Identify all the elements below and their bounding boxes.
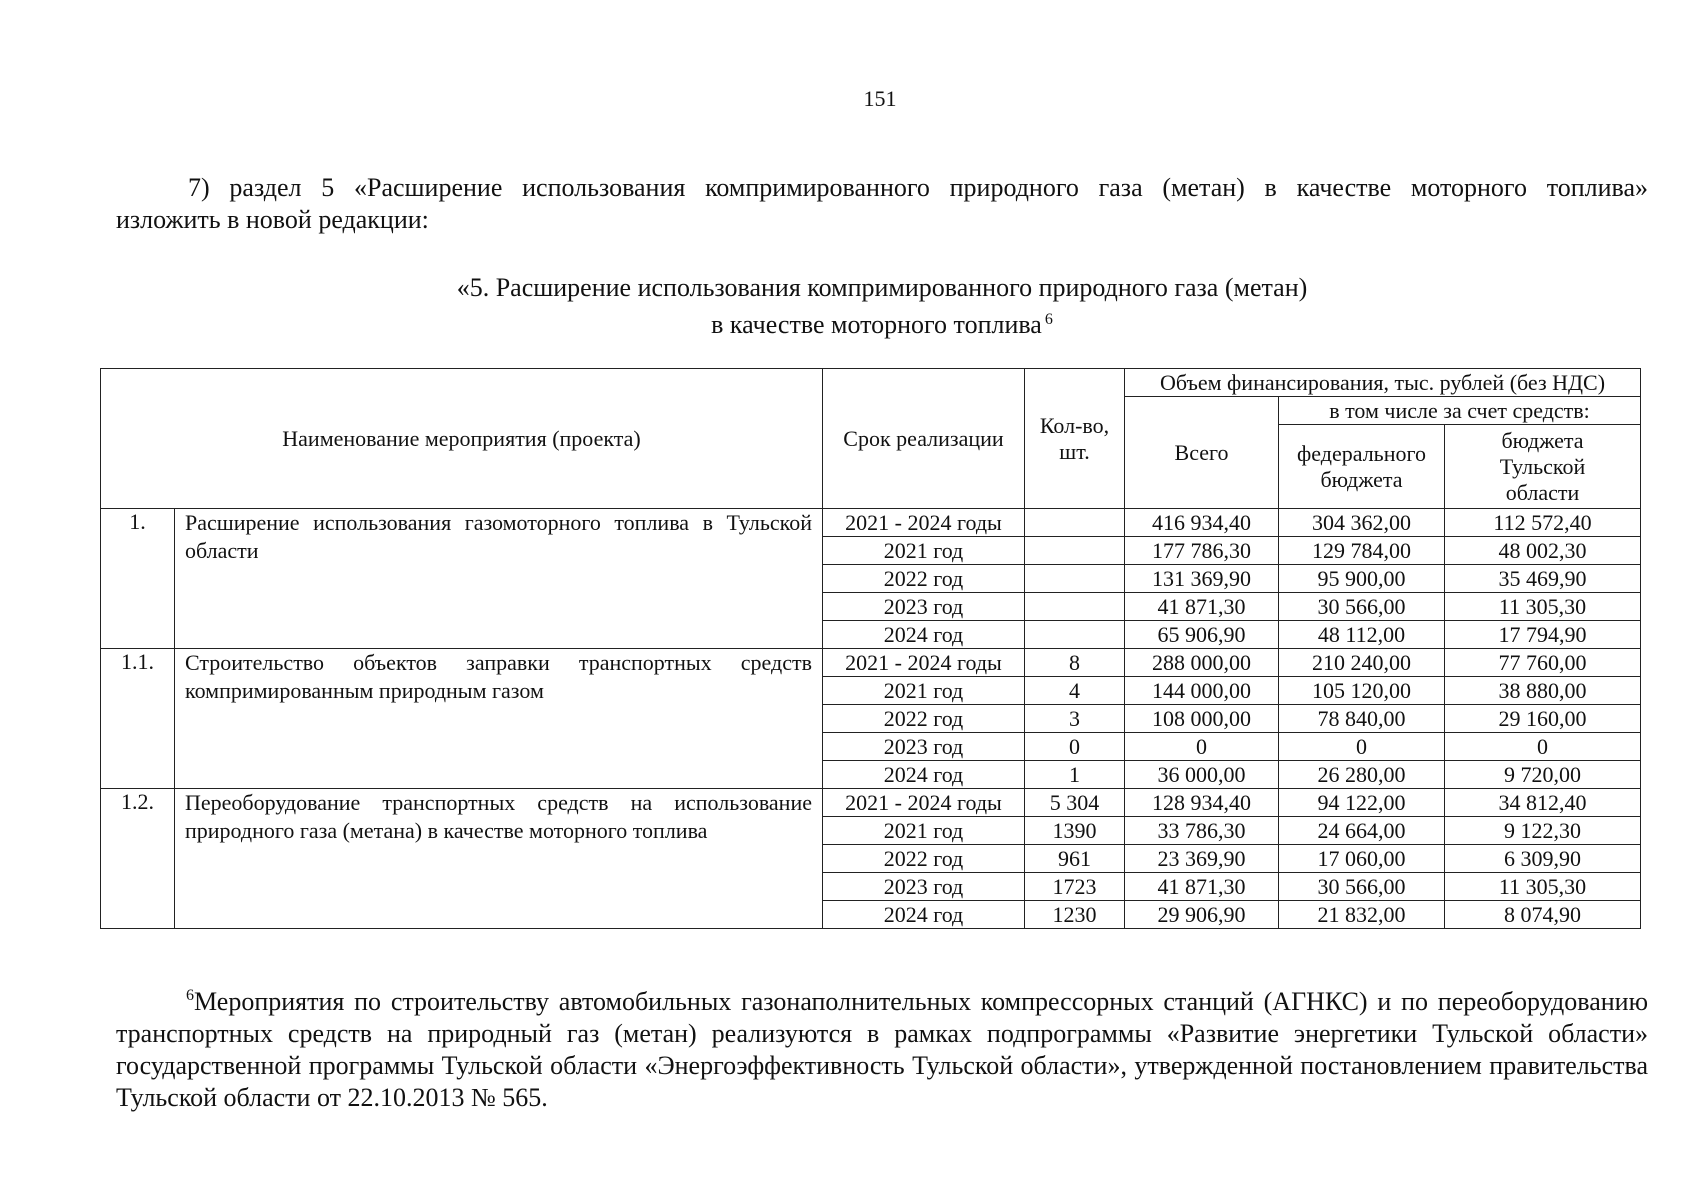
cell-regional: 48 002,30 xyxy=(1445,537,1641,565)
cell-federal: 48 112,00 xyxy=(1279,621,1445,649)
cell-total: 144 000,00 xyxy=(1125,677,1279,705)
cell-regional: 77 760,00 xyxy=(1445,649,1641,677)
cell-qty: 1390 xyxy=(1025,817,1125,845)
cell-qty: 1 xyxy=(1025,761,1125,789)
cell-regional: 9 122,30 xyxy=(1445,817,1641,845)
cell-period: 2021 - 2024 годы xyxy=(823,649,1025,677)
cell-federal: 17 060,00 xyxy=(1279,845,1445,873)
intro-paragraph xyxy=(116,172,1648,236)
header-federal: федерального бюджета xyxy=(1279,425,1445,509)
table-row xyxy=(101,649,1641,677)
footnote-reference: 6 xyxy=(1044,311,1053,328)
cell-period: 2023 год xyxy=(823,593,1025,621)
cell-federal: 26 280,00 xyxy=(1279,761,1445,789)
cell-period: 2023 год xyxy=(823,733,1025,761)
table-row xyxy=(101,789,1641,817)
cell-period: 2024 год xyxy=(823,761,1025,789)
cell-total: 108 000,00 xyxy=(1125,705,1279,733)
footnote-mark: 6 xyxy=(186,987,194,1004)
cell-regional: 11 305,30 xyxy=(1445,873,1641,901)
cell-regional: 112 572,40 xyxy=(1445,509,1641,537)
cell-total: 41 871,30 xyxy=(1125,873,1279,901)
cell-period: 2021 год xyxy=(823,817,1025,845)
cell-period: 2022 год xyxy=(823,565,1025,593)
table-body xyxy=(101,509,1641,929)
cell-total: 416 934,40 xyxy=(1125,509,1279,537)
cell-total: 177 786,30 xyxy=(1125,537,1279,565)
table-row xyxy=(101,509,1641,537)
cell-regional: 38 880,00 xyxy=(1445,677,1641,705)
cell-period: 2023 год xyxy=(823,873,1025,901)
cell-regional: 9 720,00 xyxy=(1445,761,1641,789)
cell-regional: 29 160,00 xyxy=(1445,705,1641,733)
cell-qty: 0 xyxy=(1025,733,1125,761)
cell-qty: 1230 xyxy=(1025,901,1125,929)
cell-period: 2021 - 2024 годы xyxy=(823,509,1025,537)
cell-qty xyxy=(1025,565,1125,593)
cell-regional: 0 xyxy=(1445,733,1641,761)
cell-period: 2022 год xyxy=(823,845,1025,873)
cell-federal: 94 122,00 xyxy=(1279,789,1445,817)
cell-total: 29 906,90 xyxy=(1125,901,1279,929)
cell-qty: 1723 xyxy=(1025,873,1125,901)
cell-regional: 17 794,90 xyxy=(1445,621,1641,649)
item-name: Расширение использования газомоторного топлива в Тульской области xyxy=(175,509,823,649)
cell-regional: 8 074,90 xyxy=(1445,901,1641,929)
header-regional: бюджета Тульской области xyxy=(1445,425,1641,509)
cell-qty: 961 xyxy=(1025,845,1125,873)
cell-federal: 30 566,00 xyxy=(1279,593,1445,621)
section-title-line-1: «5. Расширение использования компримированного природного газа (метан) xyxy=(456,273,1308,302)
footnote-text: Мероприятия по строительству автомобильных газонаполнительных компрессорных станций (АГНКС) и по переоборудованию транспортных средств на природный газ (метан) реализуются в рамках подпрограммы «Развитие энергетики Тульской области» государственной программы Тульской области «Энергоэффективность Тульской области», утвержденной постановлением правительства Тульской области от 22.10.2013 № 565. xyxy=(116,987,1648,1112)
item-number: 1.2. xyxy=(101,789,175,929)
cell-qty xyxy=(1025,621,1125,649)
cell-federal: 95 900,00 xyxy=(1279,565,1445,593)
section-title-line-2-text: в качестве моторного топлива xyxy=(711,310,1042,339)
cell-total: 128 934,40 xyxy=(1125,789,1279,817)
cell-total: 36 000,00 xyxy=(1125,761,1279,789)
cell-qty xyxy=(1025,509,1125,537)
cell-regional: 35 469,90 xyxy=(1445,565,1641,593)
cell-federal: 21 832,00 xyxy=(1279,901,1445,929)
table-header xyxy=(101,369,1641,509)
cell-total: 131 369,90 xyxy=(1125,565,1279,593)
cell-federal: 210 240,00 xyxy=(1279,649,1445,677)
cell-regional: 6 309,90 xyxy=(1445,845,1641,873)
cell-period: 2024 год xyxy=(823,901,1025,929)
funding-table xyxy=(100,368,1641,929)
cell-total: 41 871,30 xyxy=(1125,593,1279,621)
header-qty: Кол-во, шт. xyxy=(1025,369,1125,509)
cell-federal: 30 566,00 xyxy=(1279,873,1445,901)
page-number: 151 xyxy=(863,86,897,111)
intro-line-2: изложить в новой редакции: xyxy=(116,205,429,234)
section-title-line-2 xyxy=(116,304,1648,341)
item-name: Переоборудование транспортных средств на использование природного газа (метана) в качестве моторного топлива xyxy=(175,789,823,929)
cell-total: 23 369,90 xyxy=(1125,845,1279,873)
header-period: Срок реализации xyxy=(823,369,1025,509)
header-total: Всего xyxy=(1125,397,1279,509)
cell-period: 2022 год xyxy=(823,705,1025,733)
cell-total: 65 906,90 xyxy=(1125,621,1279,649)
cell-qty: 8 xyxy=(1025,649,1125,677)
header-funding: Объем финансирования, тыс. рублей (без НДС) xyxy=(1125,369,1641,397)
cell-period: 2024 год xyxy=(823,621,1025,649)
cell-qty: 5 304 xyxy=(1025,789,1125,817)
item-name: Строительство объектов заправки транспортных средств компримированным природным газом xyxy=(175,649,823,789)
cell-period: 2021 год xyxy=(823,677,1025,705)
cell-period: 2021 год xyxy=(823,537,1025,565)
cell-qty: 4 xyxy=(1025,677,1125,705)
cell-regional: 11 305,30 xyxy=(1445,593,1641,621)
footnote xyxy=(116,980,1648,1114)
cell-total: 0 xyxy=(1125,733,1279,761)
section-title xyxy=(116,272,1648,341)
cell-federal: 105 120,00 xyxy=(1279,677,1445,705)
cell-federal: 0 xyxy=(1279,733,1445,761)
item-number: 1.1. xyxy=(101,649,175,789)
cell-total: 288 000,00 xyxy=(1125,649,1279,677)
header-name: Наименование мероприятия (проекта) xyxy=(101,369,823,509)
cell-period: 2021 - 2024 годы xyxy=(823,789,1025,817)
cell-federal: 129 784,00 xyxy=(1279,537,1445,565)
header-including: в том числе за счет средств: xyxy=(1279,397,1641,425)
cell-qty xyxy=(1025,537,1125,565)
item-number: 1. xyxy=(101,509,175,649)
cell-federal: 24 664,00 xyxy=(1279,817,1445,845)
cell-regional: 34 812,40 xyxy=(1445,789,1641,817)
cell-qty xyxy=(1025,593,1125,621)
intro-line-1: 7) раздел 5 «Расширение использования компримированного природного газа (метан) в качестве моторного топлива» xyxy=(188,173,1648,202)
cell-qty: 3 xyxy=(1025,705,1125,733)
cell-total: 33 786,30 xyxy=(1125,817,1279,845)
cell-federal: 304 362,00 xyxy=(1279,509,1445,537)
cell-federal: 78 840,00 xyxy=(1279,705,1445,733)
